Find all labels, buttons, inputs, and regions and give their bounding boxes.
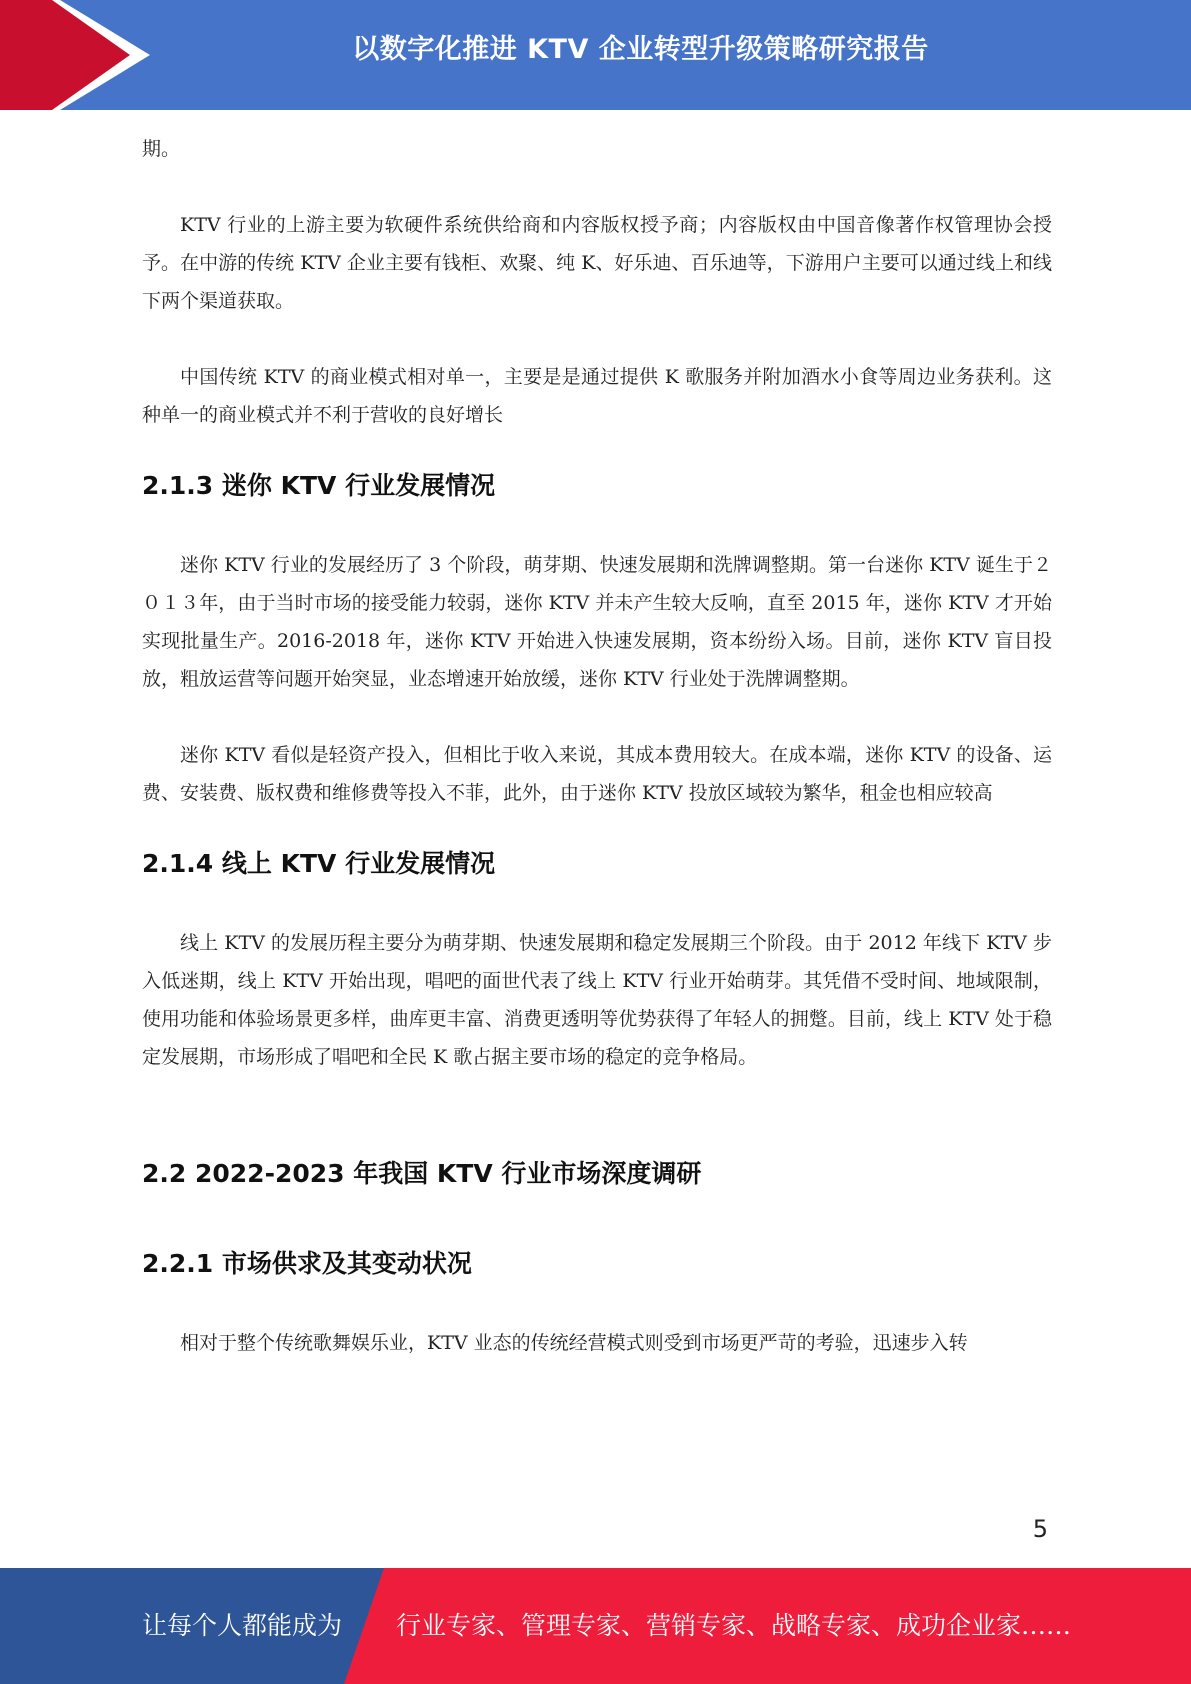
page-number: 5 [1032, 1515, 1048, 1543]
page-header [0, 0, 1191, 110]
heading-2-2: 2.2 2022-2023 年我国 KTV 行业市场深度调研 [142, 1159, 702, 1188]
footer-slogan-left: 让每个人都能成为 [142, 1611, 343, 1640]
page-footer [0, 1568, 1191, 1684]
paragraph-online-ktv: 线上 KTV 的发展历程主要分为萌芽期、快速发展期和稳定发展期三个阶段。由于 2012 年线下 KTV 步入低迷期，线上 KTV 开始出现，唱吧的面世代表了线上 KTV 行业开始萌芽。其凭借不受时间、地域限制，使用功能和体验场景更多样，曲库更丰富、消费更透明等优势获得了年轻人的拥蹩。目前，线上 KTV 处于稳定发展期，市场形成了唱吧和全民 K 歌占据主要市场的稳定的竞争格局。 [142, 932, 1052, 1068]
document-body [142, 130, 1052, 1362]
paragraph-continuation: 期。 [142, 138, 181, 160]
heading-2-1-4: 2.1.4 线上 KTV 行业发展情况 [142, 849, 496, 878]
paragraph-upstream-downstream: KTV 行业的上游主要为软硬件系统供给商和内容版权授予商；内容版权由中国音像著作权管理协会授予。在中游的传统 KTV 企业主要有钱柜、欢聚、纯 K、好乐迪、百乐迪等，下游用户主要可以通过线上和线下两个渠道获取。 [142, 214, 1052, 312]
footer-slogan-right: 行业专家、管理专家、营销专家、战略专家、成功企业家…… [396, 1611, 1072, 1640]
paragraph-mini-ktv-cost: 迷你 KTV 看似是轻资产投入，但相比于收入来说，其成本费用较大。在成本端，迷你 KTV 的设备、运费、安装费、版权费和维修费等投入不菲，此外，由于迷你 KTV 投放区域较为繁华，租金也相应较高 [142, 744, 1052, 804]
report-title: 以数字化推进 KTV 企业转型升级策略研究报告 [352, 34, 929, 65]
paragraph-market-supply: 相对于整个传统歌舞娱乐业，KTV 业态的传统经营模式则受到市场更严苛的考验，迅速步入转 [180, 1332, 968, 1354]
header-arrow-icon [0, 0, 150, 110]
paragraph-mini-ktv-stages: 迷你 KTV 行业的发展经历了 3 个阶段，萌芽期、快速发展期和洗牌调整期。第一台迷你 KTV 诞生于２０１３年，由于当时市场的接受能力较弱，迷你 KTV 并未产生较大反响，直至 2015 年，迷你 KTV 才开始实现批量生产。2016-2018 年，迷你 KTV 开始进入快速发展期，资本纷纷入场。目前，迷你 KTV 盲目投放，粗放运营等问题开始突显，业态增速开始放缓，迷你 KTV 行业处于洗牌调整期。 [142, 554, 1052, 690]
paragraph-business-model: 中国传统 KTV 的商业模式相对单一，主要是是通过提供 K 歌服务并附加酒水小食等周边业务获利。这种单一的商业模式并不利于营收的良好增长 [142, 366, 1052, 426]
heading-2-2-1: 2.2.1 市场供求及其变动状况 [142, 1249, 472, 1278]
heading-2-1-3: 2.1.3 迷你 KTV 行业发展情况 [142, 471, 496, 500]
